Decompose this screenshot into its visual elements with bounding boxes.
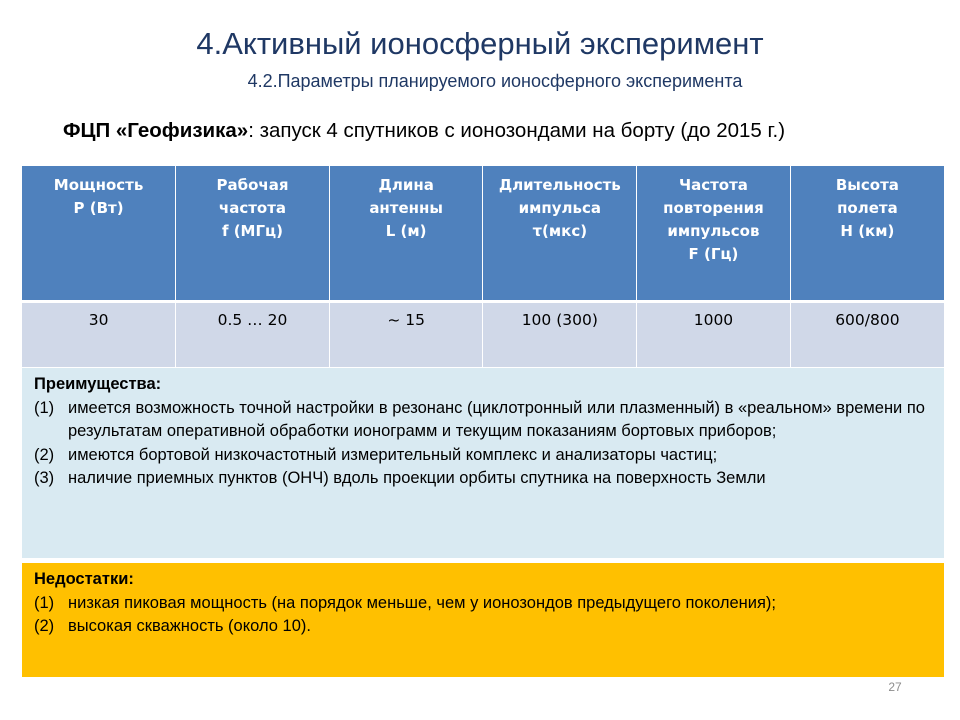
item-number: (2)	[34, 617, 55, 635]
cell-pulse-duration: 100 (300)	[483, 302, 637, 368]
header-line: Мощность	[53, 176, 144, 194]
slide-title: 4.Активный ионосферный эксперимент	[196, 26, 764, 61]
list-item	[34, 467, 932, 491]
header-antenna-length	[329, 166, 483, 302]
advantages-list	[34, 397, 932, 491]
table-row	[22, 302, 944, 368]
intro-text: : запуск 4 спутников с ионозондами на борту (до 2015 г.)	[248, 119, 786, 142]
item-text: имеется возможность точной настройки в резонанс (циклотронный или плазменный) в «реальном» времени по результатам оперативной обработки ионограмм и текущим показаниям бортовых приборов;	[68, 398, 925, 440]
list-item	[34, 444, 932, 468]
disadvantages-list	[34, 592, 932, 639]
item-text: наличие приемных пунктов (ОНЧ) вдоль проекции орбиты спутника на поверхность Земли	[68, 469, 766, 487]
list-item	[34, 615, 932, 639]
header-line: Частота	[678, 176, 748, 194]
item-text: высокая скважность (около 10).	[68, 617, 311, 635]
cell-altitude: 600/800	[790, 302, 944, 368]
disadvantages-heading: Недостатки:	[34, 570, 134, 588]
list-item	[34, 592, 932, 616]
item-number: (1)	[34, 398, 55, 417]
header-line: частота	[218, 199, 287, 217]
cell-frequency: 0.5 … 20	[176, 302, 330, 368]
parameters-table	[22, 166, 944, 367]
item-number: (3)	[34, 469, 55, 487]
list-item	[34, 397, 932, 444]
intro-line	[63, 117, 943, 145]
header-pulse-duration	[483, 166, 637, 302]
program-name: ФЦП «Геофизика»	[63, 119, 249, 142]
cell-repetition-rate: 1000	[637, 302, 791, 368]
header-altitude	[790, 166, 944, 302]
item-number: (1)	[34, 593, 55, 612]
header-line: импульсов	[667, 222, 760, 240]
item-text: имеются бортовой низкочастотный измерительный комплекс и анализаторы частиц;	[68, 445, 718, 464]
header-repetition-rate	[637, 166, 791, 302]
header-line: f (МГц)	[221, 222, 284, 240]
header-line: τ(мкс)	[532, 222, 588, 240]
item-number: (2)	[34, 445, 55, 464]
header-line: импульса	[518, 199, 601, 217]
header-line: повторения	[663, 199, 764, 217]
table-header-row	[22, 166, 944, 302]
header-line: F (Гц)	[688, 245, 739, 263]
disadvantages-box	[22, 563, 944, 677]
header-line: H (км)	[840, 222, 895, 240]
slide-subtitle: 4.2.Параметры планируемого ионосферного эксперимента	[247, 71, 743, 91]
cell-power: 30	[22, 302, 176, 368]
header-line: Длина	[378, 176, 434, 194]
advantages-box	[22, 368, 944, 558]
page-number: 27	[888, 680, 902, 694]
header-line: Высота	[835, 176, 899, 194]
header-power	[22, 166, 176, 302]
advantages-heading: Преимущества:	[34, 375, 162, 393]
header-frequency	[176, 166, 330, 302]
header-line: P (Вт)	[73, 199, 124, 217]
item-text: низкая пиковая мощность (на порядок меньше, чем у ионозондов предыдущего поколения);	[68, 593, 776, 612]
header-line: антенны	[369, 199, 443, 217]
header-line: Длительность	[498, 176, 621, 194]
header-line: Рабочая	[216, 176, 289, 194]
cell-antenna-length: ~ 15	[329, 302, 483, 368]
header-line: полета	[837, 199, 898, 217]
header-line: L (м)	[385, 222, 427, 240]
